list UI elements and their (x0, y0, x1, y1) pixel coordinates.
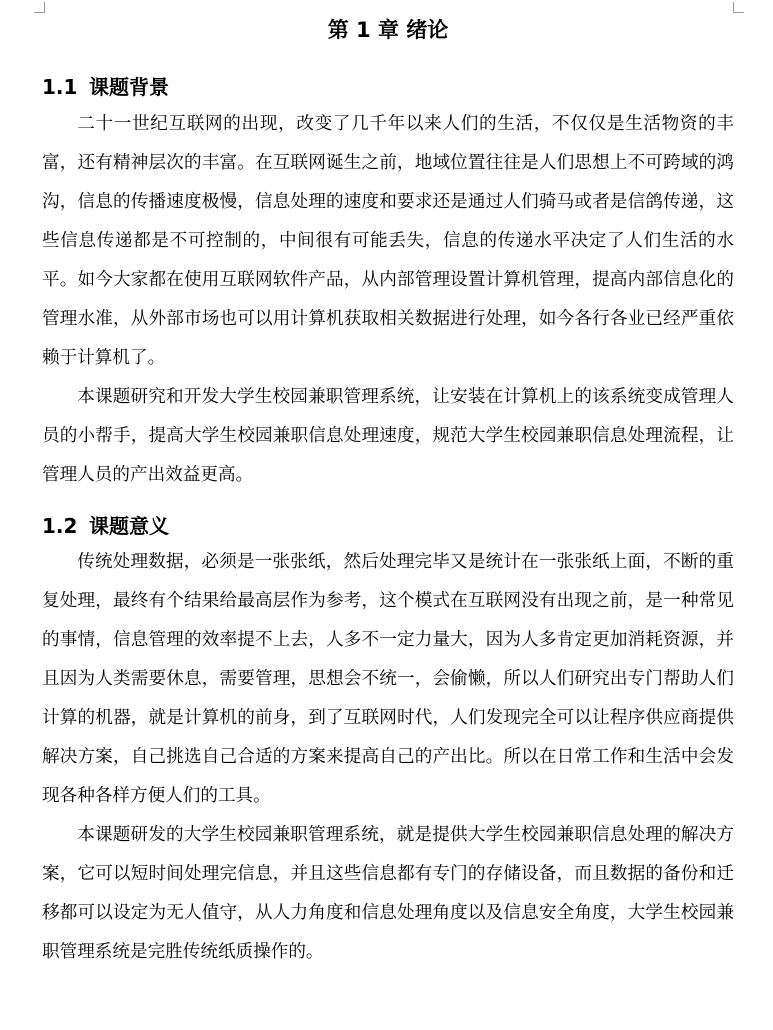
section-number: 1.1 (42, 75, 78, 99)
page-corner-mark-right (733, 2, 744, 13)
paragraph: 二十一世纪互联网的出现，改变了几千年以来人们的生活，不仅仅是生活物资的丰富，还有精神层次的丰富。在互联网诞生之前，地域位置往往是人们思想上不可跨域的鸿沟，信息的传播速度极慢，信息处理的速度和要求还是通过人们骑马或者是信鸽传递，这些信息传递都是不可控制的，中间很有可能丢失，信息的传递水平决定了人们生活的水平。如今大家都在使用互联网软件产品，从内部管理设置计算机管理，提高内部信息化的管理水准，从外部市场也可以用计算机获取相关数据进行处理，如今各行各业已经严重依赖于计算机了。 (42, 114, 734, 368)
paragraph: 本课题研发的大学生校园兼职管理系统，就是提供大学生校园兼职信息处理的解决方案，它可以短时间处理完信息，并且这些信息都有专门的存储设备，而且数据的备份和迁移都可以设定为无人值守，从人力角度和信息处理角度以及信息安全角度，大学生校园兼职管理系统是完胜传统纸质操作的。 (42, 825, 734, 962)
section-body-significance (42, 543, 734, 972)
paragraph: 本课题研究和开发大学生校园兼职管理系统，让安装在计算机上的该系统变成管理人员的小帮手，提高大学生校园兼职信息处理速度，规范大学生校园兼职信息处理流程，让管理人员的产出效益更高。 (42, 387, 734, 485)
section-heading-background (42, 72, 734, 102)
document-page (42, 12, 734, 972)
paragraph: 传统处理数据，必须是一张张纸，然后处理完毕又是统计在一张张纸上面，不断的重复处理，最终有个结果给最高层作为参考，这个模式在互联网没有出现之前，是一种常见的事情，信息管理的效率提不上去，人多不一定力量大，因为人多肯定更加消耗资源，并且因为人类需要休息，需要管理，思想会不统一，会偷懒，所以人们研究出专门帮助人们计算的机器，就是计算机的前身，到了互联网时代，人们发现完全可以让程序供应商提供解决方案，自己挑选自己合适的方案来提高自己的产出比。所以在日常工作和生活中会发现各种各样方便人们的工具。 (42, 552, 734, 806)
section-number: 1.2 (42, 514, 78, 538)
chapter-title: 第 1 章 绪论 (327, 18, 449, 42)
section-title: 课题意义 (88, 514, 169, 538)
section-title: 课题背景 (88, 75, 169, 99)
section-heading-significance (42, 511, 734, 541)
section-body-background (42, 105, 734, 495)
